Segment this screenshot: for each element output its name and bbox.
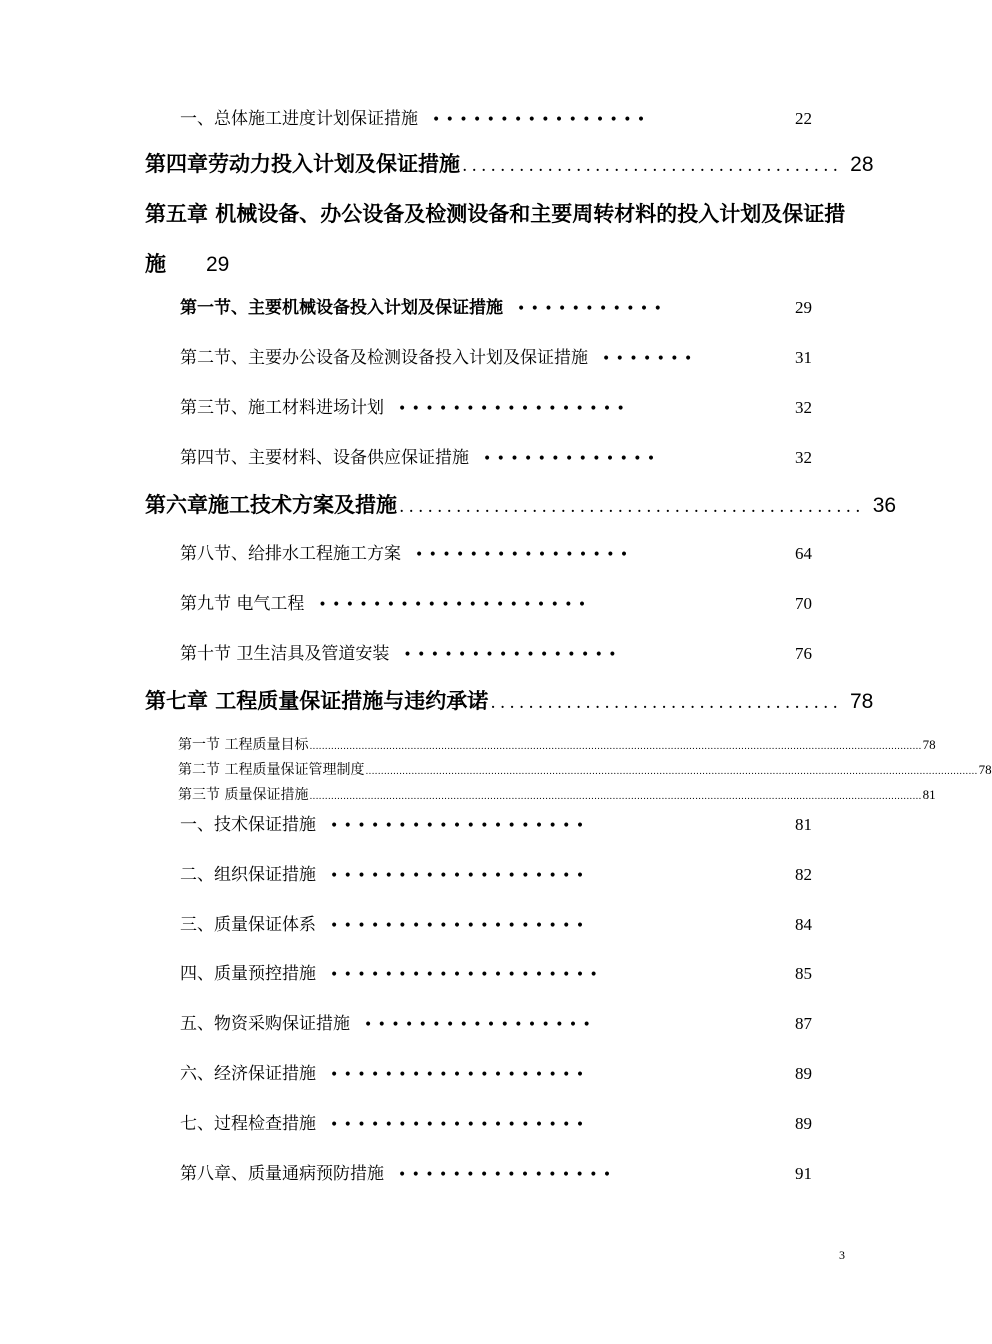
dot-leader: ••••••••••••••••••• [330,1067,590,1083]
dot-leader: ........................................................................................................................................................................................................ [365,767,978,777]
toc-entry-chapter-5[interactable] [145,200,845,279]
toc-entry-page: 81 [922,787,936,802]
toc-entry-page: 32 [795,398,812,417]
toc-entry-page: 89 [795,1114,812,1133]
toc-entry-page: 64 [795,544,812,563]
toc-entry[interactable] [180,1013,812,1036]
toc-entry-title: 一、技术保证措施 [180,815,316,835]
toc-entry-title: 五、物资采购保证措施 [180,1014,350,1034]
toc-entry-title: 一、总体施工进度计划保证措施 [180,109,418,129]
toc-entry[interactable] [180,914,812,937]
toc-entry-page: 70 [795,594,812,613]
toc-entry[interactable] [180,963,812,986]
toc-entry-title: 第八章、质量通病预防措施 [180,1164,384,1184]
toc-entry-page: 78 [922,737,936,752]
toc-entry-chapter[interactable] [145,150,874,180]
toc-entry-title: 第三节、施工材料进场计划 [180,398,384,418]
toc-entry-title: 六、经济保证措施 [180,1064,316,1084]
dot-leader: ..................................... [490,693,842,713]
dot-leader: ••••••••••••• [483,451,661,467]
dot-leader: ........................................................................................................................................................................................................ [309,792,922,802]
toc-entry-title: 第六章施工技术方案及措施 [145,492,397,517]
toc-entry[interactable] [180,297,812,320]
toc-entry-page: 31 [795,348,812,367]
toc-entry-page: 78 [849,690,874,713]
toc-entry-title: 第三节 质量保证措施 [178,787,309,803]
toc-entry-page: 28 [850,153,874,176]
toc-entry-title: 第二节、主要办公设备及检测设备投入计划及保证措施 [180,348,588,368]
toc-entry-title-line1: 第五章 机械设备、办公设备及检测设备和主要周转材料的投入计划及保证措 [145,201,846,226]
toc-entry[interactable] [180,814,812,837]
toc-entry[interactable] [180,1163,812,1186]
toc-entry[interactable] [180,543,812,566]
toc-entry-page: 76 [795,644,812,663]
toc-entry-page: 89 [795,1064,812,1083]
toc-entry-title: 第一节 工程质量目标 [178,737,309,753]
toc-entry-title: 第十节 卫生洁具及管道安装 [180,644,390,664]
toc-entry-title: 二、组织保证措施 [180,865,316,885]
toc-entry-page: 22 [795,109,812,128]
toc-entry-title: 第八节、给排水工程施工方案 [180,544,401,564]
toc-entry-page: 78 [978,762,992,777]
toc-entry-page: 81 [795,815,812,834]
toc-entry-title: 第一节、主要机械设备投入计划及保证措施 [180,298,503,318]
toc-entry-title: 第七章 工程质量保证措施与违约承诺 [145,688,489,713]
toc-entry[interactable] [180,108,812,131]
dot-leader: ........................................ [462,156,843,176]
toc-entry[interactable] [180,1063,812,1086]
toc-entry-page: 91 [795,1164,812,1183]
toc-entry[interactable] [180,593,812,616]
toc-entry[interactable] [178,761,992,781]
toc-entry[interactable] [180,397,812,420]
toc-entry-title: 第九节 电气工程 [180,594,305,614]
dot-leader: •••••••••••••••• [403,647,622,663]
dot-leader: ••••••• [602,351,698,367]
toc-entry-page: 87 [795,1014,812,1033]
toc-entry-title: 第二节 工程质量保证管理制度 [178,762,365,778]
toc-entry-page: 29 [795,298,812,317]
toc-entry-page: 32 [795,448,812,467]
toc-entry-page: 85 [795,964,812,983]
dot-leader: ................................................. [399,497,865,517]
dot-leader: ••••••••••••••••••• [330,818,590,834]
dot-leader: ........................................................................................................................................................................................................ [309,742,922,752]
toc-entry-title: 四、质量预控措施 [180,964,316,984]
dot-leader: •••••••••••••••••••• [318,597,592,613]
toc-entry-chapter[interactable] [145,491,897,521]
toc-entry-page: 84 [795,915,812,934]
dot-leader: ••••••••••••••••• [398,401,631,417]
dot-leader: •••••••••••••••••••• [330,967,604,983]
toc-entry[interactable] [180,643,812,666]
dot-leader: ••••••••••••••••••• [330,1117,590,1133]
toc-entry[interactable] [180,1113,812,1136]
toc-entry[interactable] [178,786,936,806]
dot-leader: ••••••••••••••••••• [330,868,590,884]
toc-entry[interactable] [178,736,936,756]
toc-entry[interactable] [180,347,812,370]
toc-entry-title: 第四节、主要材料、设备供应保证措施 [180,448,469,468]
dot-leader: •••••••••••••••• [432,112,651,128]
toc-entry-title-line2-row [145,250,845,279]
dot-leader: ••••••••••••••••••• [330,918,590,934]
toc-entry-title: 三、质量保证体系 [180,915,316,935]
dot-leader: ••••••••••• [517,301,668,317]
toc-entry-page: 82 [795,865,812,884]
toc-entry-page: 36 [872,494,897,517]
page-number: 3 [839,1248,845,1262]
dot-leader: •••••••••••••••• [398,1167,617,1183]
toc-entry-title: 七、过程检查措施 [180,1114,316,1134]
dot-leader: ••••••••••••••••• [364,1017,597,1033]
toc-entry[interactable] [180,447,812,470]
toc-entry-title: 第四章劳动力投入计划及保证措施 [145,151,460,176]
toc-entry[interactable] [180,864,812,887]
toc-entry-title-line2: 施 [145,251,166,276]
toc-entry-chapter[interactable] [145,687,874,717]
toc-entry-page: 29 [206,253,230,276]
dot-leader: •••••••••••••••• [415,547,634,563]
